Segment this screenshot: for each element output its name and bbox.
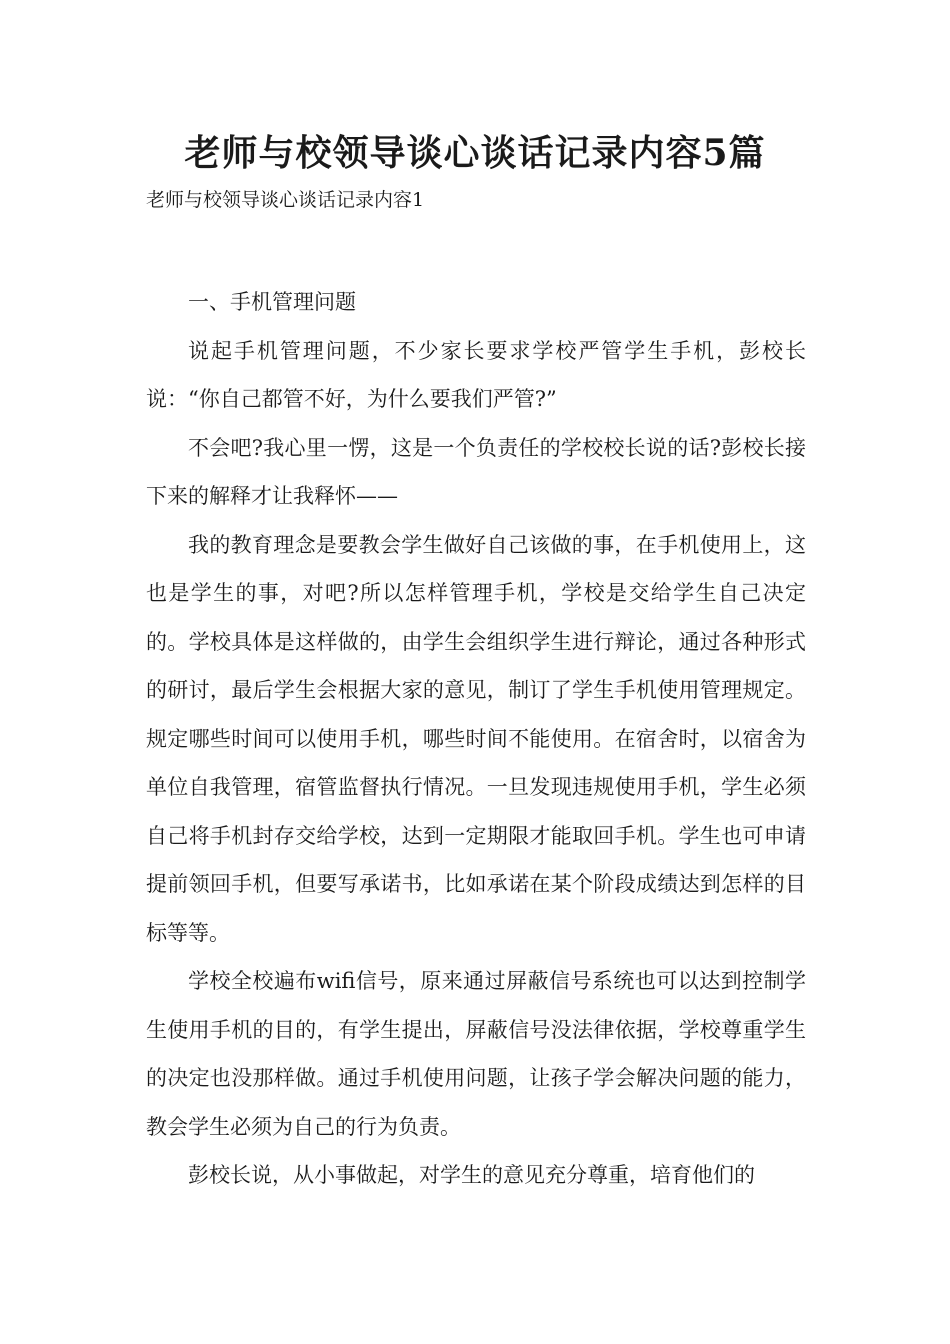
paragraph: 说起手机管理问题，不少家长要求学校严管学生手机，彭校长说：“你自己都管不好，为什么要我们严管?” — [146, 338, 806, 411]
paragraph: 我的教育理念是要教会学生做好自己该做的事，在手机使用上，这也是学生的事，对吧?所以怎样管理手机，学校是交给学生自己决定的。学校具体是这样做的，由学生会组织学生进行辩论，通过各种形式的研讨，最后学生会根据大家的意见，制订了学生手机使用管理规定。规定哪些时间可以使用手机，哪些时间不能使用。在宿舍时，以宿舍为单位自我管理，宿管监督执行情况。一旦发现违规使用手机，学生必须自己将手机封存交给学校，达到一定期限才能取回手机。学生也可申请提前领回手机，但要写承诺书，比如承诺在某个阶段成绩达到怎样的目标等等。 — [146, 532, 806, 945]
section-heading: 一、手机管理问题 — [188, 290, 356, 314]
document-title: 老师与校领导谈心谈话记录内容5篇 — [184, 132, 766, 174]
paragraph: 彭校长说，从小事做起，对学生的意见充分尊重，培育他们的 — [188, 1163, 755, 1187]
document-body — [146, 278, 806, 1200]
paragraph: 学校全校遍布wifi信号，原来通过屏蔽信号系统也可以达到控制学生使用手机的目的，有学生提出，屏蔽信号没法律依据，学校尊重学生的决定也没那样做。通过手机使用问题，让孩子学会解决问题的能力，教会学生必须为自己的行为负责。 — [146, 969, 806, 1139]
paragraph: 不会吧?我心里一愣，这是一个负责任的学校校长说的话?彭校长接下来的解释才让我释怀—— — [146, 435, 806, 508]
document-subtitle: 老师与校领导谈心谈话记录内容1 — [146, 189, 425, 211]
